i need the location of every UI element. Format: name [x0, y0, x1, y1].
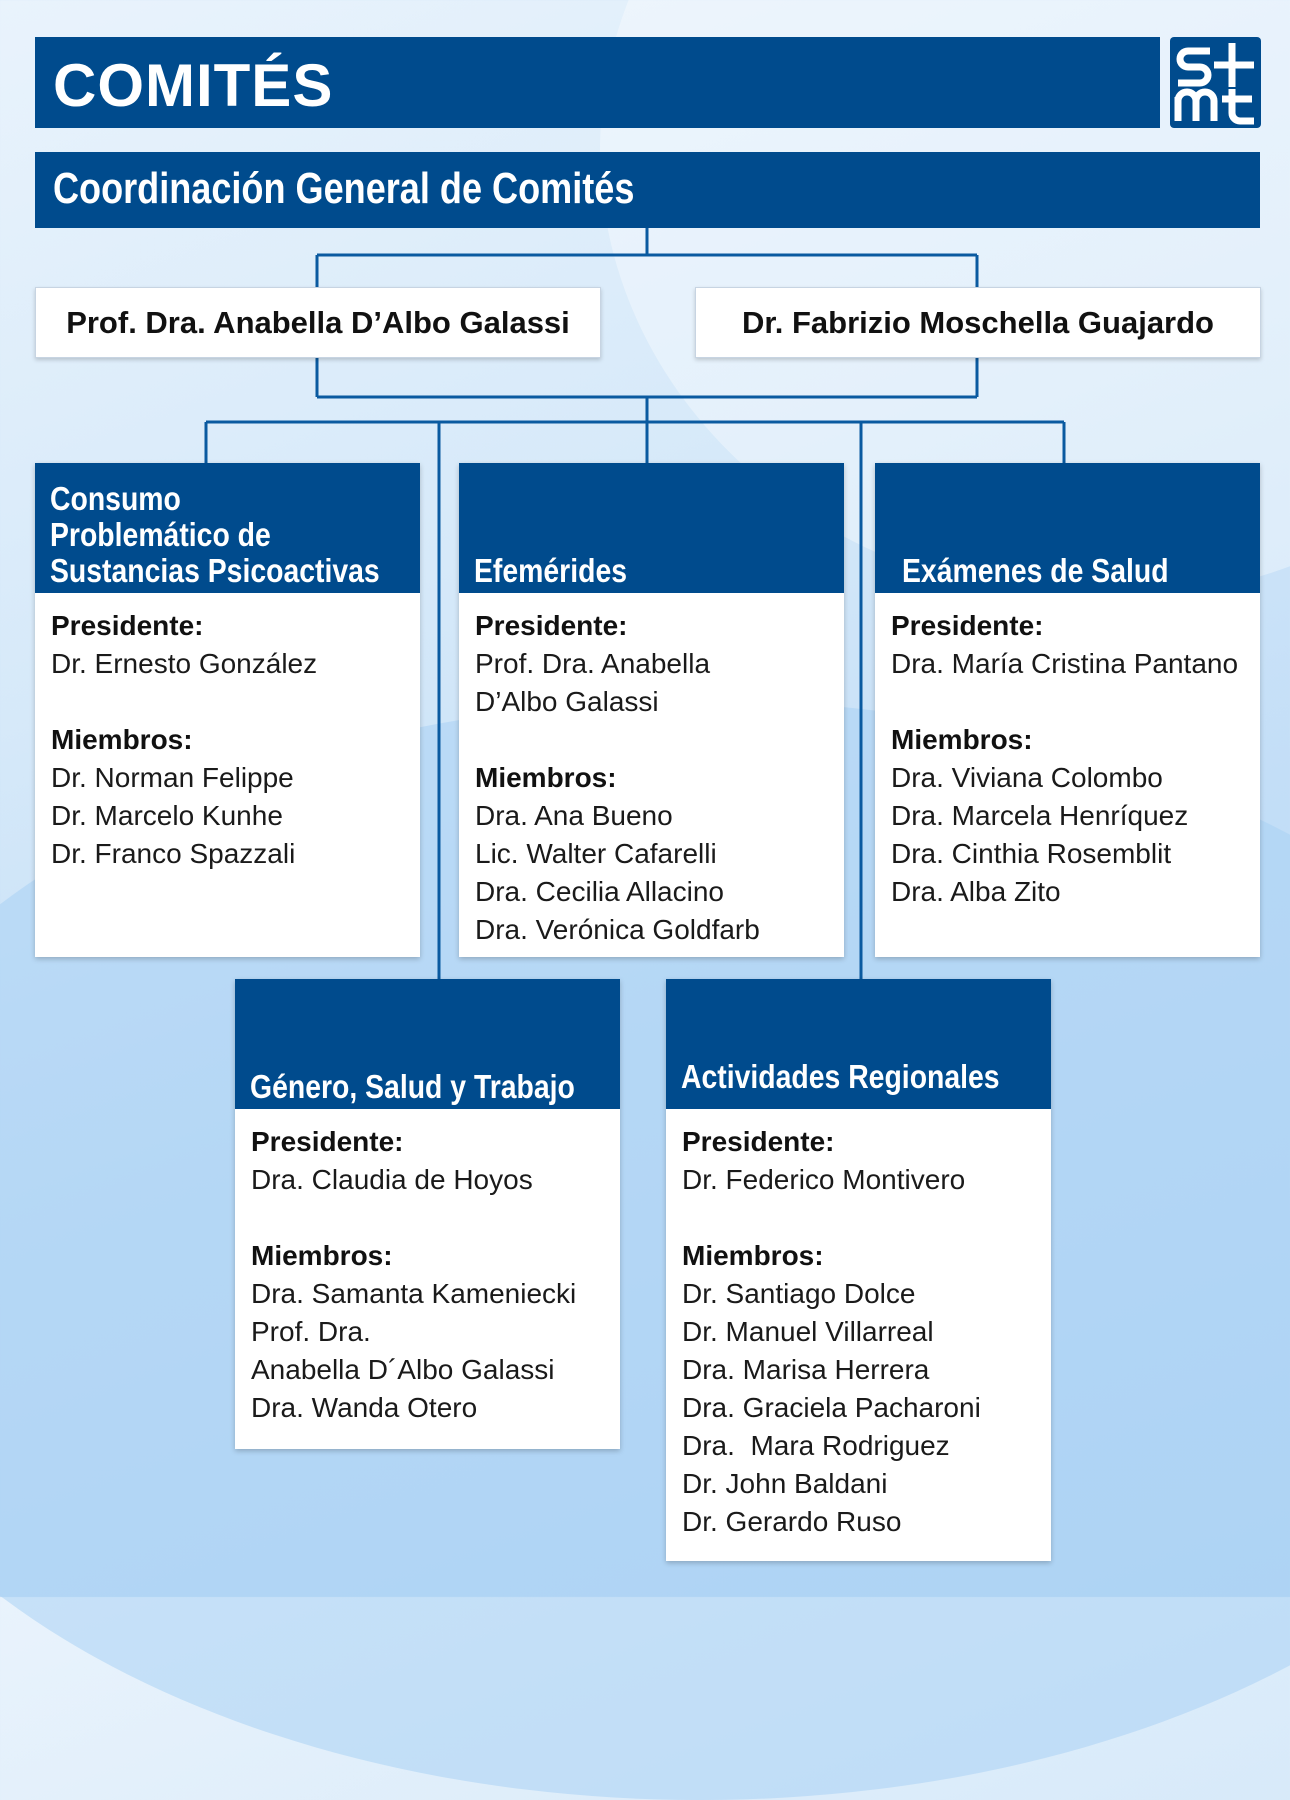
coordinator-name: Prof. Dra. Anabella D’Albo Galassi	[66, 304, 570, 340]
president-label: Presidente:	[51, 610, 204, 641]
header-bar	[35, 37, 1160, 128]
stmt-cross-logo-icon	[1170, 37, 1261, 128]
committee-card-examenes	[875, 463, 1260, 957]
members-label: Miembros:	[891, 724, 1033, 755]
member-name: Dra. Alba Zito	[891, 876, 1061, 907]
committee-header	[875, 463, 1260, 593]
committee-body	[35, 593, 420, 883]
member-name: Dra. Graciela Pacharoni	[682, 1392, 981, 1423]
member-name: Dra. Marcela Henríquez	[891, 800, 1189, 831]
committee-title: Consumo Problemático de Sustancias Psicoactivas	[50, 480, 380, 589]
member-name: Dr. Santiago Dolce	[682, 1278, 916, 1309]
member-name: Dra. Ana Bueno	[475, 800, 673, 831]
committee-header	[235, 979, 620, 1109]
coordinator-box	[695, 287, 1261, 358]
president-label: Presidente:	[251, 1126, 404, 1157]
member-name: Dra. Mara Rodriguez	[682, 1430, 950, 1461]
committee-header	[459, 463, 844, 593]
members-label: Miembros:	[475, 762, 617, 793]
president-label: Presidente:	[682, 1126, 835, 1157]
members-label: Miembros:	[682, 1240, 824, 1271]
member-name: Dra. Cinthia Rosemblit	[891, 838, 1172, 869]
member-name: Prof. Dra.	[251, 1316, 371, 1347]
committee-header	[666, 979, 1051, 1109]
member-name: Dr. Gerardo Ruso	[682, 1506, 902, 1537]
member-name: Dr. Marcelo Kunhe	[51, 800, 283, 831]
committee-body	[875, 593, 1260, 921]
committee-title: Efemérides	[474, 552, 628, 589]
president-label: Presidente:	[891, 610, 1044, 641]
members-label: Miembros:	[251, 1240, 393, 1271]
committee-title: Exámenes de Salud	[902, 552, 1169, 589]
member-name: Anabella D´Albo Galassi	[251, 1354, 555, 1385]
committee-body	[666, 1109, 1051, 1551]
member-name: Dra. Samanta Kameniecki	[251, 1278, 577, 1309]
committee-card-genero	[235, 979, 620, 1449]
president-name: Dr. Federico Montivero	[682, 1164, 966, 1195]
coordinator-box	[35, 287, 601, 358]
committee-title: Actividades Regionales	[681, 1058, 1000, 1095]
president-label: Presidente:	[475, 610, 628, 641]
committee-body	[235, 1109, 620, 1437]
members-label: Miembros:	[51, 724, 193, 755]
committee-header	[35, 463, 420, 593]
committee-card-efemerides	[459, 463, 844, 957]
member-name: Dr. Manuel Villarreal	[682, 1316, 934, 1347]
member-name: Dra. Wanda Otero	[251, 1392, 478, 1423]
member-name: Dra. Marisa Herrera	[682, 1354, 930, 1385]
member-name: Dra. Viviana Colombo	[891, 762, 1163, 793]
committee-body	[459, 593, 844, 959]
president-name: Dra. María Cristina Pantano	[891, 648, 1239, 679]
member-name: Dra. Cecilia Allacino	[475, 876, 724, 907]
president-name: Dra. Claudia de Hoyos	[251, 1164, 533, 1195]
member-name: Dr. Franco Spazzali	[51, 838, 296, 869]
committee-card-actividades	[666, 979, 1051, 1561]
member-name: Lic. Walter Cafarelli	[475, 838, 717, 869]
president-name: Dr. Ernesto González	[51, 648, 318, 679]
member-name: Dr. Norman Felippe	[51, 762, 294, 793]
president-name: Prof. Dra. Anabella	[475, 648, 711, 679]
president-name: D’Albo Galassi	[475, 686, 659, 717]
member-name: Dra. Verónica Goldfarb	[475, 914, 760, 945]
committee-card-consumo	[35, 463, 420, 957]
member-name: Dr. John Baldani	[682, 1468, 888, 1499]
coordinator-name: Dr. Fabrizio Moschella Guajardo	[742, 304, 1214, 340]
committee-title: Género, Salud y Trabajo	[250, 1068, 575, 1105]
coordination-bar	[35, 152, 1260, 228]
coordination-title: Coordinación General de Comités	[53, 164, 635, 213]
page-title: COMITÉS	[53, 52, 334, 119]
